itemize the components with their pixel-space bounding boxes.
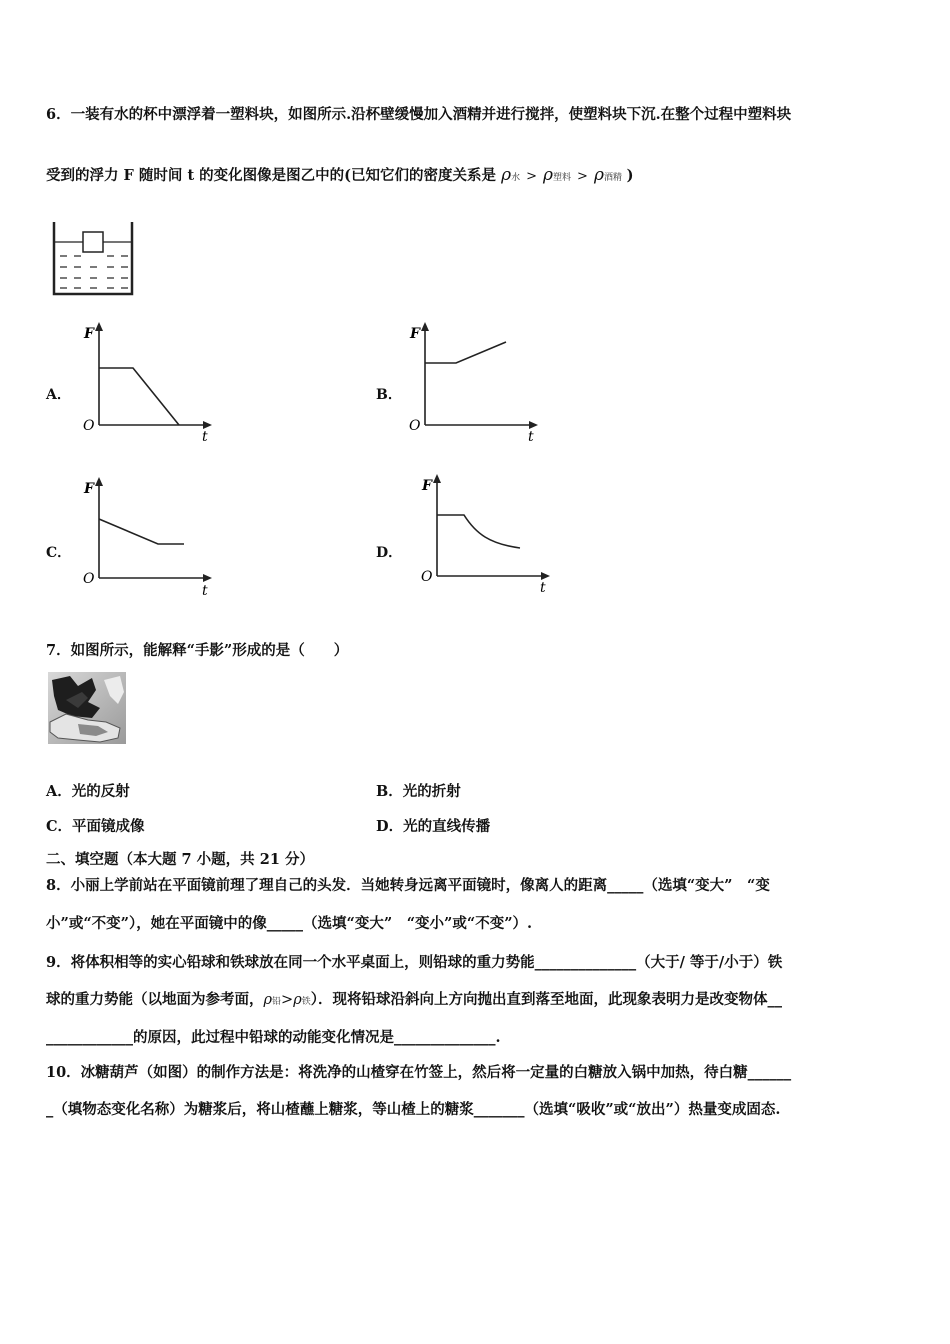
q9-line2: 球的重力势能（以地面为参考面，ρ铅>ρ铁）．现将铅球沿斜向上方向抛出直到落至地面，此现象表明力是改变物体__ [46,991,782,1008]
q6-option-c-label[interactable]: C． [46,545,72,561]
q6-graph-b [404,320,554,445]
axis-t-label: t [202,429,208,445]
axis-t-label: t [528,429,534,445]
axis-origin-label: O [83,418,95,434]
q6-stem-close: ) [626,167,634,184]
axis-t-label: t [540,580,546,596]
axis-t-label: t [202,583,208,599]
density-relation: ρ水 > ρ塑料 > ρ酒精 [501,165,622,185]
section-heading: 二、填空题（本大题 7 小题，共 21 分） [46,851,314,868]
q9-line3: ____________的原因，此过程中铅球的动能变化情况是______________. [46,1029,501,1046]
plastic-block [83,232,103,252]
q6-graph-c [78,475,228,600]
q6-stem-line2-text: 受到的浮力 F 随时间 t 的变化图像是图乙中的(已知它们的密度关系是 [46,167,497,184]
q8-line1: 8．小丽上学前站在平面镜前理了理自己的头发．当她转身远离平面镜时，像离人的距离_____（选填“变大” “变 [46,877,770,894]
q6-stem-line1: 6．一装有水的杯中漂浮着一塑料块，如图所示.沿杯壁缓慢加入酒精并进行搅拌，使塑料块下沉.在整个过程中塑料块 [46,106,792,123]
q6-graph-a [78,320,228,445]
hand-shadow-photo [48,672,126,744]
q9-line1: 9．将体积相等的实心铅球和铁球放在同一个水平桌面上，则铅球的重力势能______________（大于/ 等于/小于）铁 [46,954,783,971]
q7-option-d[interactable]: D．光的直线传播 [376,818,491,835]
lead-iron-density: ρ铅>ρ铁 [263,992,311,1008]
q7-option-b[interactable]: B．光的折射 [376,783,461,800]
curve-b [425,342,506,363]
curve-c [99,519,184,544]
axis-origin-label: O [409,418,421,434]
q7-stem: 7．如图所示，能解释“手影”形成的是（ ） [46,642,349,659]
q10-line1: 10．冰糖葫芦（如图）的制作方法是：将洗净的山楂穿在竹签上，然后将一定量的白糖放入锅中加热，待白糖______ [46,1064,792,1081]
q10-line2: _（填物态变化名称）为糖浆后，将山楂蘸上糖浆，等山楂上的糖浆_______（选填“吸收”或“放出”）热量变成固态. [46,1101,781,1118]
axis-f-label: F [410,326,420,342]
axis-f-label: F [422,478,432,494]
axis-origin-label: O [421,569,433,585]
q6-option-b-label[interactable]: B． [376,387,402,403]
cup-figure [50,218,140,298]
curve-a [99,368,179,425]
q6-option-a-label[interactable]: A． [46,387,71,403]
axis-origin-label: O [83,571,95,587]
q6-option-d-label[interactable]: D． [376,545,403,561]
q7-option-a[interactable]: A．光的反射 [46,783,130,800]
q6-stem-line2 [46,164,633,185]
axis-f-label: F [84,326,94,342]
axis-f-label: F [84,481,94,497]
q7-option-c[interactable]: C．平面镜成像 [46,818,145,835]
q8-line2: 小”或“不变”），她在平面镜中的像_____（选填“变大” “变小”或“不变”）. [46,915,533,932]
curve-d [437,515,520,548]
q6-graph-d [416,472,566,600]
